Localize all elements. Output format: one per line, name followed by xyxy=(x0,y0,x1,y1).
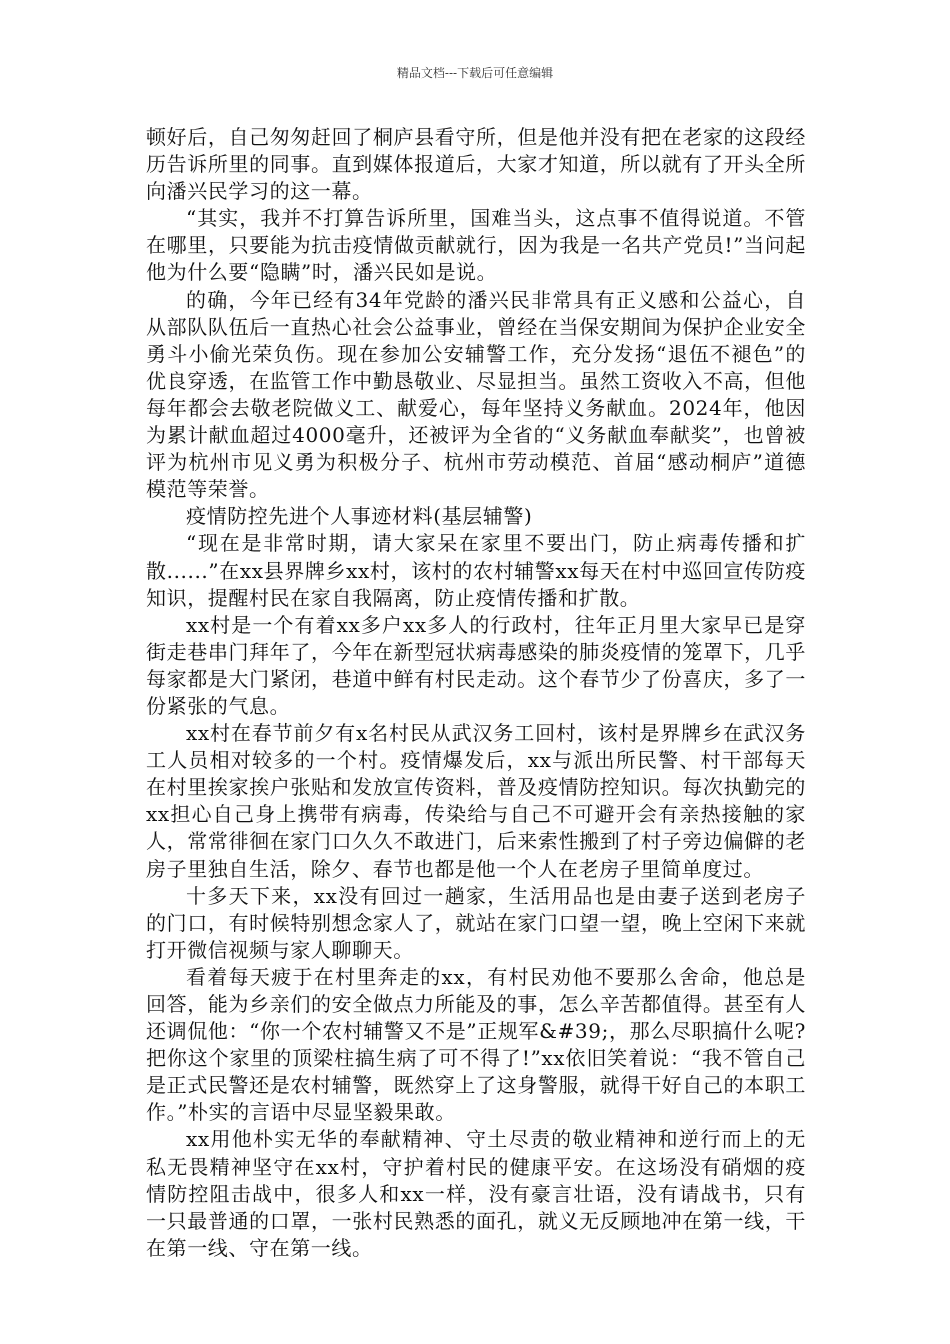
paragraph: xx村在春节前夕有x名村民从武汉务工回村，该村是界牌乡在武汉务工人员相对较多的一个村。疫情爆发后，xx与派出所民警、村干部每天在村里挨家挨户张贴和发放宣传资料，普及疫情防控知识。每次执勤完的xx担心自己身上携带有病毒，传染给与自己不可避开会有亲热接触的家人，常常徘徊在家门口久久不敢进门，后来索性搬到了村子旁边偏僻的老房子里独自生活，除夕、春节也都是他一个人在老房子里简单度过。 xyxy=(146,721,806,881)
paragraph: “现在是非常时期，请大家呆在家里不要出门，防止病毒传播和扩散......”在xx县界牌乡xx村，该村的农村辅警xx每天在村中巡回宣传防疫知识，提醒村民在家自我隔离，防止疫情传播和扩散。 xyxy=(146,531,806,610)
paragraph: xx用他朴实无华的奉献精神、守土尽责的敬业精神和逆行而上的无私无畏精神坚守在xx村，守护着村民的健康平安。在这场没有硝烟的疫情防控阻击战中，很多人和xx一样，没有豪言壮语，没有请战书，只有一只最普通的口罩，一张村民熟悉的面孔，就义无反顾地冲在第一线，干在第一线、守在第一线。 xyxy=(146,1127,806,1260)
section-heading: 疫情防控先进个人事迹材料(基层辅警) xyxy=(186,504,533,529)
page-header: 精品文档---下载后可任意编辑 xyxy=(396,66,554,80)
paragraph: 十多天下来，xx没有回过一趟家，生活用品也是由妻子送到老房子的门口，有时候特别想念家人了，就站在家门口望一望，晚上空闲下来就打开微信视频与家人聊聊天。 xyxy=(146,883,806,962)
paragraph: 看着每天疲于在村里奔走的xx，有村民劝他不要那么舍命，他总是回答，能为乡亲们的安全做点力所能及的事，怎么辛苦都值得。甚至有人还调侃他：“你一个农村辅警又不是”正规军&#39;，那么尽职搞什么呢?把你这个家里的顶梁柱搞生病了可不得了!”xx依旧笑着说：“我不管自己是正式民警还是农村辅警，既然穿上了这身警服，就得干好自己的本职工作。”朴实的言语中尽显坚毅果敢。 xyxy=(146,964,806,1125)
paragraph: 顿好后，自己匆匆赶回了桐庐县看守所，但是他并没有把在老家的这段经历告诉所里的同事。直到媒体报道后，大家才知道，所以就有了开头全所向潘兴民学习的这一幕。 xyxy=(146,125,806,204)
paragraph: 的确，今年已经有34年党龄的潘兴民非常具有正义感和公益心，自从部队队伍后一直热心社会公益事业，曾经在当保安期间为保护企业安全勇斗小偷光荣负伤。现在参加公安辅警工作，充分发扬“退伍不褪色”的优良穿透，在监管工作中勤恳敬业、尽显担当。虽然工资收入不高，但他每年都会去敬老院做义工、献爱心，每年坚持义务献血。2024年，他因为累计献血超过4000毫升，还被评为全省的“义务献血奉献奖”，也曾被评为杭州市见义勇为积极分子、杭州市劳动模范、首届“感动桐庐”道德模范等荣誉。 xyxy=(146,287,806,502)
paragraph: “其实，我并不打算告诉所里，国难当头，这点事不值得说道。不管在哪里，只要能为抗击疫情做贡献就行，因为我是一名共产党员!”当问起他为什么要“隐瞒”时，潘兴民如是说。 xyxy=(146,206,806,285)
paragraph: xx村是一个有着xx多户xx多人的行政村，往年正月里大家早已是穿街走巷串门拜年了，今年在新型冠状病毒感染的肺炎疫情的笼罩下，几乎每家都是大门紧闭，巷道中鲜有村民走动。这个春节少了份喜庆，多了一份紧张的气息。 xyxy=(146,612,806,718)
document-body xyxy=(146,124,806,1262)
